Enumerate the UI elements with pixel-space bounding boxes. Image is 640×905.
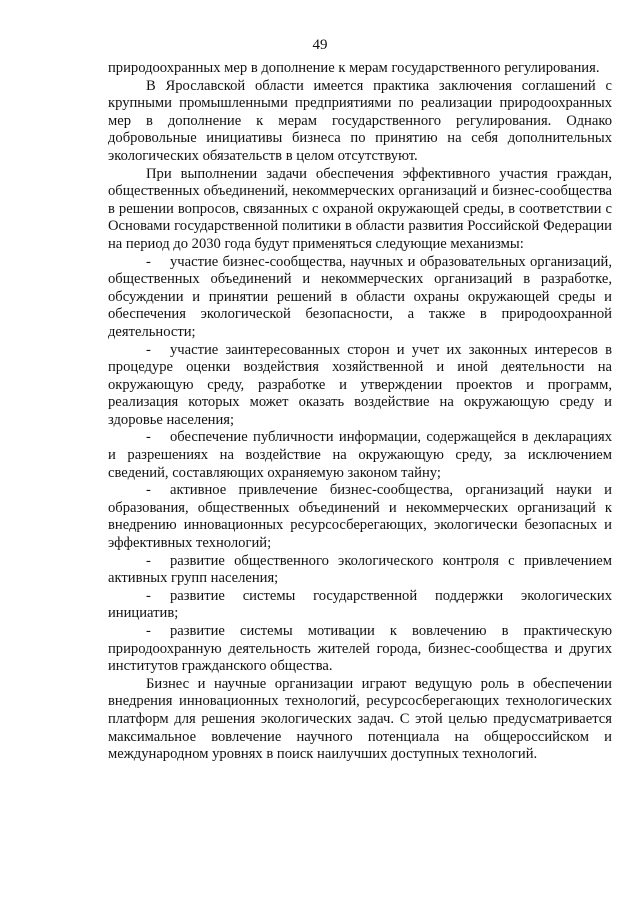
list-item-text: обеспечение публичности информации, содержащейся в декларациях и разрешениях на воздействие на окружающую среду, за исключением сведений, составляющих охраняемую законом тайну;	[108, 429, 612, 481]
list-item	[108, 553, 612, 588]
document-body	[108, 60, 612, 764]
list-dash: -	[146, 552, 151, 569]
list-item-text: участие бизнес-сообщества, научных и образовательных организаций, общественных объединений и некоммерческих организаций в разработке, обсуждении и принятии решений в области охраны окружающей среды и обеспечения экологической безопасности, а также в природоохранной деятельности;	[108, 253, 612, 340]
list-item-text: развитие общественного экологического контроля с привлечением активных групп населения;	[108, 552, 612, 587]
list-item	[108, 482, 612, 552]
paragraph-mechanisms-intro: При выполнении задачи обеспечения эффективного участия граждан, общественных объединений, некоммерческих организаций и бизнес-сообщества в решении вопросов, связанных с охраной окружающей среды, в соответствии с Основами государственной политики в области развития Российской Федерации на период до 2030 года будут применяться следующие механизмы:	[108, 165, 612, 252]
list-dash: -	[146, 482, 151, 499]
list-item	[108, 254, 612, 342]
paragraph-yaroslavl-practice: В Ярославской области имеется практика заключения соглашений с крупными промышленными предприятиями по реализации природоохранных мер в дополнение к мерам государственного регулирования. Однако добровольные инициативы бизнеса по принятию на себя дополнительных экологических обязательств в целом отсутствуют.	[108, 77, 612, 164]
list-item-text: развитие системы государственной поддержки экологических инициатив;	[108, 587, 612, 622]
list-item	[108, 429, 612, 482]
list-dash: -	[146, 253, 151, 270]
list-dash: -	[146, 623, 151, 639]
list-dash: -	[146, 429, 151, 446]
list-item	[108, 342, 612, 430]
paragraph-business-science-role: Бизнес и научные организации играют ведущую роль в обеспечении внедрения инновационных технологий, ресурсосберегающих технологических платформ для решения экологических задач. С этой целью предусматривается максимальное вовлечение научного потенциала на общероссийском и международном уровнях в поиск наилучших доступных технологий.	[108, 675, 612, 763]
paragraph-continuation: природоохранных мер в дополнение к мерам государственного регулирования.	[108, 60, 600, 76]
list-dash: -	[146, 341, 151, 358]
list-dash: -	[146, 587, 151, 604]
page-number: 49	[312, 37, 328, 53]
list-item-text: активное привлечение бизнес-сообщества, организаций науки и образования, общественных объединений и некоммерческих организаций к внедрению инновационных ресурсосберегающих, экологически безопасных и эффективных технологий;	[108, 482, 612, 552]
list-item-text: развитие системы мотивации к вовлечению в практическую природоохранную деятельность жителей города, бизнес-сообщества и других институтов гражданского общества.	[108, 623, 612, 675]
list-item	[108, 623, 612, 676]
list-item	[108, 588, 612, 623]
list-item-text: участие заинтересованных сторон и учет их законных интересов в процедуре оценки воздействия хозяйственной и иной деятельности на окружающую среду, разработке и утверждении проектов и программ, реализация которых может оказать воздействие на окружающую среду и здоровье населения;	[108, 341, 612, 428]
